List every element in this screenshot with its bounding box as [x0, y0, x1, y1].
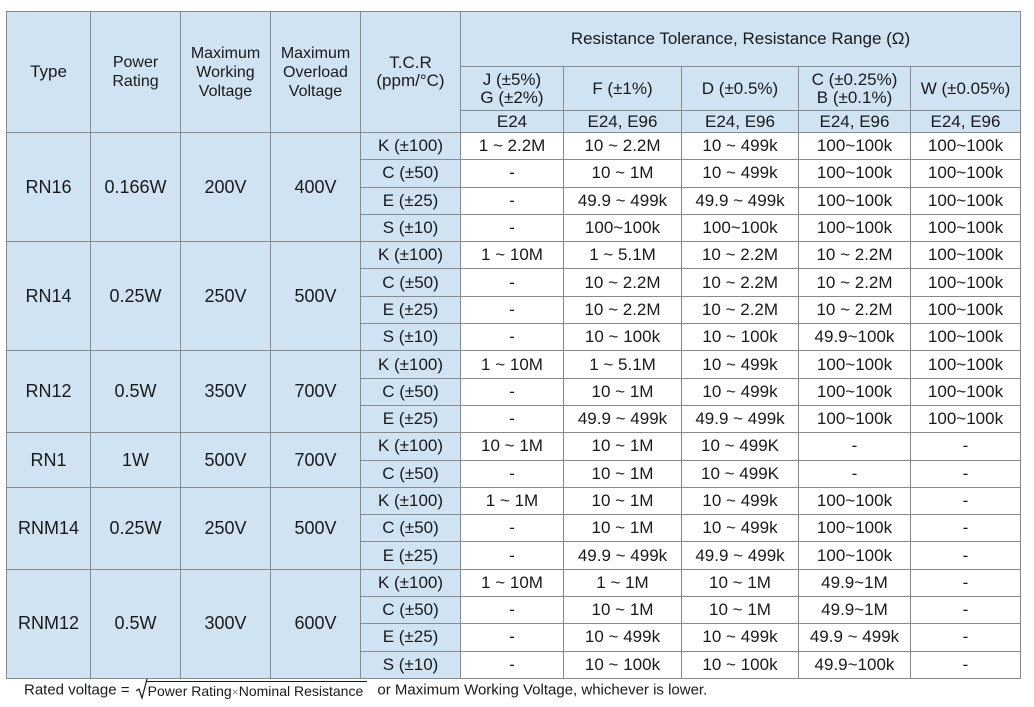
header-tolerance-line: F (±1%) [592, 78, 653, 98]
range-cell: 100~100k [911, 296, 1021, 323]
tcr-cell: K (±100) [361, 242, 461, 269]
range-cell: 10 ~ 100k [682, 651, 799, 678]
overload-voltage-cell: 500V [271, 487, 361, 569]
header-power-line: Rating [112, 73, 159, 90]
header-tcr-line: (ppm/°C) [376, 71, 445, 90]
type-cell: RNM14 [7, 487, 91, 569]
range-cell: 10 ~ 100k [682, 324, 799, 351]
power-rating-cell: 0.5W [91, 569, 181, 678]
header-tcr-line: T.C.R [389, 53, 432, 72]
header-tolerance-line: J (±5%) [482, 69, 542, 89]
type-cell: RNM12 [7, 569, 91, 678]
range-cell: 1 ~ 10M [461, 351, 564, 378]
range-cell: - [911, 624, 1021, 651]
tcr-cell: E (±25) [361, 296, 461, 323]
spec-table-container [6, 11, 1021, 679]
header-max-overload-voltage [271, 12, 361, 133]
range-cell: 10 ~ 2.2M [682, 242, 799, 269]
range-cell: 100~100k [911, 133, 1021, 160]
header-tolerance [911, 67, 1021, 111]
range-cell: - [461, 460, 564, 487]
range-cell: 49.9~1M [799, 569, 911, 596]
tcr-cell: E (±25) [361, 624, 461, 651]
range-cell: - [799, 433, 911, 460]
working-voltage-cell: 250V [181, 242, 271, 351]
range-cell: 100~100k [564, 214, 682, 241]
tcr-cell: E (±25) [361, 542, 461, 569]
range-cell: 1 ~ 5.1M [564, 242, 682, 269]
range-cell: 100~100k [911, 160, 1021, 187]
range-cell: - [911, 542, 1021, 569]
range-cell: 49.9~100k [799, 324, 911, 351]
range-cell: 10 ~ 1M [564, 597, 682, 624]
tcr-cell: K (±100) [361, 569, 461, 596]
power-rating-cell: 0.5W [91, 351, 181, 433]
square-root-expression [136, 681, 368, 700]
footer-suffix: or Maximum Working Voltage, whichever is lower. [377, 681, 708, 699]
header-e-series: E24, E96 [682, 111, 799, 133]
table-row [7, 351, 1021, 378]
range-cell: 10 ~ 1M [564, 487, 682, 514]
header-tolerance [461, 67, 564, 111]
range-cell: 10 ~ 2.2M [682, 296, 799, 323]
range-cell: 100~100k [911, 351, 1021, 378]
range-cell: 100~100k [911, 214, 1021, 241]
range-cell: - [911, 569, 1021, 596]
range-cell: 10 ~ 499k [682, 378, 799, 405]
header-tolerance [799, 67, 911, 111]
range-cell: 100~100k [682, 214, 799, 241]
tcr-cell: K (±100) [361, 351, 461, 378]
range-cell: - [461, 624, 564, 651]
type-cell: RN12 [7, 351, 91, 433]
range-cell: 100~100k [799, 542, 911, 569]
tcr-cell: S (±10) [361, 651, 461, 678]
range-cell: 1 ~ 1M [461, 487, 564, 514]
range-cell: - [461, 296, 564, 323]
range-cell: - [461, 324, 564, 351]
range-cell: 1 ~ 10M [461, 569, 564, 596]
tcr-cell: K (±100) [361, 433, 461, 460]
range-cell: 10 ~ 2.2M [564, 296, 682, 323]
range-cell: 100~100k [799, 487, 911, 514]
range-cell: 1 ~ 2.2M [461, 133, 564, 160]
tcr-cell: C (±50) [361, 515, 461, 542]
table-row [7, 487, 1021, 514]
range-cell: 10 ~ 2.2M [799, 242, 911, 269]
rated-voltage-note [24, 681, 707, 700]
range-cell: - [461, 651, 564, 678]
range-cell: 10 ~ 499k [682, 487, 799, 514]
header-working-line: Maximum [190, 44, 261, 62]
range-cell: 10 ~ 2.2M [799, 296, 911, 323]
header-e-series: E24, E96 [911, 111, 1021, 133]
range-cell: 100~100k [799, 214, 911, 241]
range-cell: 1 ~ 1M [564, 569, 682, 596]
working-voltage-cell: 500V [181, 433, 271, 488]
range-cell: 10 ~ 1M [682, 569, 799, 596]
range-cell: - [461, 214, 564, 241]
range-cell: 10 ~ 499k [682, 624, 799, 651]
range-cell: 10 ~ 1M [564, 378, 682, 405]
range-cell: - [911, 651, 1021, 678]
working-voltage-cell: 300V [181, 569, 271, 678]
header-e-series: E24, E96 [564, 111, 682, 133]
range-cell: 100~100k [799, 133, 911, 160]
range-cell: - [911, 460, 1021, 487]
header-power-line: Power [112, 54, 159, 71]
range-cell: 10 ~ 1M [564, 515, 682, 542]
header-tolerance-line: W (±0.05%) [920, 78, 1011, 98]
range-cell: 10 ~ 1M [461, 433, 564, 460]
range-cell: 10 ~ 2.2M [564, 269, 682, 296]
table-row [7, 569, 1021, 596]
range-cell: 100~100k [799, 405, 911, 432]
range-cell: 10 ~ 2.2M [564, 133, 682, 160]
table-row [7, 242, 1021, 269]
range-cell: 100~100k [799, 160, 911, 187]
range-cell: - [461, 187, 564, 214]
power-rating-cell: 0.25W [91, 487, 181, 569]
range-cell: - [461, 597, 564, 624]
tcr-cell: C (±50) [361, 378, 461, 405]
range-cell: 49.9 ~ 499k [682, 405, 799, 432]
header-max-working-voltage [181, 12, 271, 133]
working-voltage-cell: 250V [181, 487, 271, 569]
header-working-line: Working [196, 63, 255, 81]
range-cell: - [461, 542, 564, 569]
radicand-nominal-resistance: Nominal Resistance [238, 683, 364, 699]
range-cell: - [461, 160, 564, 187]
tcr-cell: C (±50) [361, 269, 461, 296]
resistor-spec-table [6, 11, 1021, 679]
type-cell: RN16 [7, 133, 91, 242]
header-overload-line: Overload [283, 63, 348, 81]
header-tolerance [564, 67, 682, 111]
header-group-label: Resistance Tolerance, Resistance Range (Ω) [570, 29, 911, 48]
tcr-cell: E (±25) [361, 405, 461, 432]
range-cell: 10 ~ 100k [564, 324, 682, 351]
radicand [146, 681, 368, 699]
working-voltage-cell: 350V [181, 351, 271, 433]
header-resistance-group [461, 12, 1021, 67]
range-cell: - [461, 405, 564, 432]
range-cell: 10 ~ 499K [682, 460, 799, 487]
tcr-cell: C (±50) [361, 160, 461, 187]
range-cell: 100~100k [911, 405, 1021, 432]
header-overload-line: Maximum [280, 44, 351, 62]
tcr-cell: S (±10) [361, 324, 461, 351]
overload-voltage-cell: 400V [271, 133, 361, 242]
range-cell: - [461, 269, 564, 296]
overload-voltage-cell: 600V [271, 569, 361, 678]
power-rating-cell: 1W [91, 433, 181, 488]
overload-voltage-cell: 700V [271, 351, 361, 433]
header-type [7, 12, 91, 133]
tcr-cell: K (±100) [361, 133, 461, 160]
header-tolerance-line: B (±0.1%) [816, 87, 893, 107]
header-tolerance [682, 67, 799, 111]
range-cell: 100~100k [911, 324, 1021, 351]
range-cell: 100~100k [799, 187, 911, 214]
range-cell: 10 ~ 499k [564, 624, 682, 651]
power-rating-cell: 0.166W [91, 133, 181, 242]
range-cell: - [461, 378, 564, 405]
range-cell: 49.9 ~ 499k [564, 542, 682, 569]
range-cell: 10 ~ 2.2M [799, 269, 911, 296]
range-cell: 49.9 ~ 499k [799, 624, 911, 651]
range-cell: 49.9 ~ 499k [682, 542, 799, 569]
range-cell: 10 ~ 499k [682, 160, 799, 187]
header-power-rating [91, 12, 181, 133]
tcr-cell: E (±25) [361, 187, 461, 214]
range-cell: 10 ~ 499K [682, 433, 799, 460]
tcr-cell: K (±100) [361, 487, 461, 514]
range-cell: - [911, 515, 1021, 542]
range-cell: 49.9 ~ 499k [564, 187, 682, 214]
range-cell: - [911, 433, 1021, 460]
range-cell: 49.9~100k [799, 651, 911, 678]
range-cell: 49.9~1M [799, 597, 911, 624]
range-cell: 10 ~ 499k [682, 515, 799, 542]
range-cell: 100~100k [799, 351, 911, 378]
range-cell: 100~100k [911, 269, 1021, 296]
range-cell: 10 ~ 1M [564, 460, 682, 487]
header-type-label: Type [30, 62, 67, 81]
range-cell: 100~100k [799, 515, 911, 542]
range-cell: - [911, 597, 1021, 624]
header-tolerance-line: G (±2%) [480, 87, 544, 107]
range-cell: 10 ~ 499k [682, 133, 799, 160]
range-cell: 1 ~ 10M [461, 242, 564, 269]
working-voltage-cell: 200V [181, 133, 271, 242]
range-cell: 10 ~ 100k [564, 651, 682, 678]
range-cell: 10 ~ 1M [564, 160, 682, 187]
range-cell: 10 ~ 2.2M [682, 269, 799, 296]
range-cell: 100~100k [799, 378, 911, 405]
type-cell: RN1 [7, 433, 91, 488]
type-cell: RN14 [7, 242, 91, 351]
range-cell: - [799, 460, 911, 487]
range-cell: - [461, 515, 564, 542]
header-working-line: Voltage [198, 82, 253, 100]
range-cell: 49.9 ~ 499k [564, 405, 682, 432]
range-cell: 10 ~ 499k [682, 351, 799, 378]
header-e-series: E24 [461, 111, 564, 133]
range-cell: 10 ~ 1M [682, 597, 799, 624]
radicand-power-rating: Power Rating [147, 683, 232, 699]
range-cell: 1 ~ 5.1M [564, 351, 682, 378]
range-cell: 100~100k [911, 242, 1021, 269]
times-symbol: × [231, 685, 239, 699]
header-tcr [361, 12, 461, 133]
power-rating-cell: 0.25W [91, 242, 181, 351]
range-cell: 100~100k [911, 187, 1021, 214]
header-tolerance-line: D (±0.5%) [701, 78, 779, 98]
overload-voltage-cell: 700V [271, 433, 361, 488]
header-overload-line: Voltage [288, 82, 343, 100]
overload-voltage-cell: 500V [271, 242, 361, 351]
range-cell: - [911, 487, 1021, 514]
range-cell: 100~100k [911, 378, 1021, 405]
header-e-series: E24, E96 [799, 111, 911, 133]
tcr-cell: S (±10) [361, 214, 461, 241]
tcr-cell: C (±50) [361, 597, 461, 624]
table-row [7, 433, 1021, 460]
tcr-cell: C (±50) [361, 460, 461, 487]
table-row [7, 133, 1021, 160]
range-cell: 10 ~ 1M [564, 433, 682, 460]
footer-prefix: Rated voltage = [24, 681, 130, 699]
square-root-icon [136, 678, 148, 700]
range-cell: 49.9 ~ 499k [682, 187, 799, 214]
header-tolerance-line: C (±0.25%) [811, 69, 898, 89]
